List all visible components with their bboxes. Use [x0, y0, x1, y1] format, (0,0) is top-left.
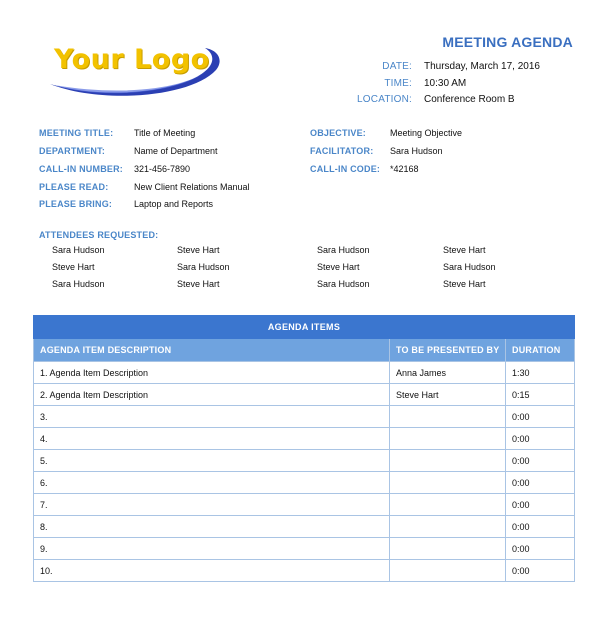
department-value: Name of Department	[134, 146, 218, 156]
time-label: TIME:	[384, 78, 412, 89]
item-duration[interactable]: 0:00	[506, 472, 575, 494]
meeting-title-label: MEETING TITLE:	[39, 128, 114, 138]
attendee: Steve Hart	[177, 245, 220, 255]
table-row	[34, 362, 575, 384]
objective-value: Meeting Objective	[390, 128, 463, 138]
table-row	[34, 538, 575, 560]
item-description[interactable]: 4.	[34, 428, 390, 450]
objective-label: OBJECTIVE:	[310, 128, 367, 138]
date-label: DATE:	[382, 61, 412, 72]
attendee: Sara Hudson	[443, 262, 496, 272]
item-description[interactable]: 1. Agenda Item Description	[34, 362, 390, 384]
header-duration: DURATION	[506, 339, 575, 362]
please-read-value: New Client Relations Manual	[134, 182, 250, 192]
attendee: Steve Hart	[177, 279, 220, 289]
attendees-label: ATTENDEES REQUESTED:	[39, 230, 159, 240]
item-description[interactable]: 5.	[34, 450, 390, 472]
facilitator-label: FACILITATOR:	[310, 146, 374, 156]
meeting-title-value: Title of Meeting	[134, 128, 196, 138]
table-row	[34, 428, 575, 450]
please-bring-label: PLEASE BRING:	[39, 199, 113, 209]
agenda-table	[33, 315, 575, 582]
item-description[interactable]: 10.	[34, 560, 390, 582]
item-duration[interactable]: 0:00	[506, 406, 575, 428]
item-duration[interactable]: 0:00	[506, 560, 575, 582]
agenda-header-row	[34, 339, 575, 362]
item-presenter[interactable]	[390, 450, 506, 472]
table-row	[34, 406, 575, 428]
header-description: AGENDA ITEM DESCRIPTION	[34, 339, 390, 362]
attendee: Sara Hudson	[317, 279, 370, 289]
table-row	[34, 450, 575, 472]
header-presenter: TO BE PRESENTED BY	[390, 339, 506, 362]
item-duration[interactable]: 0:00	[506, 494, 575, 516]
attendee: Steve Hart	[443, 279, 486, 289]
item-presenter[interactable]: Anna James	[390, 362, 506, 384]
item-description[interactable]: 8.	[34, 516, 390, 538]
item-duration[interactable]: 0:00	[506, 450, 575, 472]
call-in-number-label: CALL-IN NUMBER:	[39, 164, 123, 174]
attendee: Sara Hudson	[177, 262, 230, 272]
call-in-number-value: 321-456-7890	[134, 164, 191, 174]
please-read-label: PLEASE READ:	[39, 182, 109, 192]
agenda-caption-row	[34, 316, 575, 339]
item-duration[interactable]: 0:15	[506, 384, 575, 406]
time-value: 10:30 AM	[424, 78, 467, 89]
item-duration[interactable]: 1:30	[506, 362, 575, 384]
attendee: Steve Hart	[52, 262, 95, 272]
item-description[interactable]: 3.	[34, 406, 390, 428]
department-label: DEPARTMENT:	[39, 146, 106, 156]
agenda-caption: AGENDA ITEMS	[34, 316, 575, 339]
date-value: Thursday, March 17, 2016	[424, 61, 540, 72]
table-row	[34, 560, 575, 582]
table-row	[34, 472, 575, 494]
item-presenter[interactable]	[390, 538, 506, 560]
company-logo	[40, 40, 230, 102]
item-presenter[interactable]	[390, 560, 506, 582]
item-presenter[interactable]	[390, 516, 506, 538]
call-in-code-label: CALL-IN CODE:	[310, 164, 381, 174]
page-title: MEETING AGENDA	[442, 34, 573, 50]
attendee: Sara Hudson	[52, 279, 105, 289]
please-bring-value: Laptop and Reports	[134, 199, 214, 209]
item-duration[interactable]: 0:00	[506, 516, 575, 538]
item-duration[interactable]: 0:00	[506, 428, 575, 450]
attendee: Sara Hudson	[52, 245, 105, 255]
table-row	[34, 384, 575, 406]
item-presenter[interactable]	[390, 428, 506, 450]
attendee: Steve Hart	[317, 262, 360, 272]
location-value: Conference Room B	[424, 94, 515, 105]
item-duration[interactable]: 0:00	[506, 538, 575, 560]
item-description[interactable]: 2. Agenda Item Description	[34, 384, 390, 406]
item-presenter[interactable]: Steve Hart	[390, 384, 506, 406]
item-description[interactable]: 9.	[34, 538, 390, 560]
facilitator-value: Sara Hudson	[390, 146, 443, 156]
item-description[interactable]: 6.	[34, 472, 390, 494]
item-presenter[interactable]	[390, 406, 506, 428]
item-description[interactable]: 7.	[34, 494, 390, 516]
item-presenter[interactable]	[390, 494, 506, 516]
logo-text: Your Logo	[54, 44, 210, 75]
item-presenter[interactable]	[390, 472, 506, 494]
attendee: Sara Hudson	[317, 245, 370, 255]
location-label: LOCATION:	[357, 94, 412, 105]
attendee: Steve Hart	[443, 245, 486, 255]
table-row	[34, 516, 575, 538]
call-in-code-value: *42168	[390, 164, 419, 174]
table-row	[34, 494, 575, 516]
